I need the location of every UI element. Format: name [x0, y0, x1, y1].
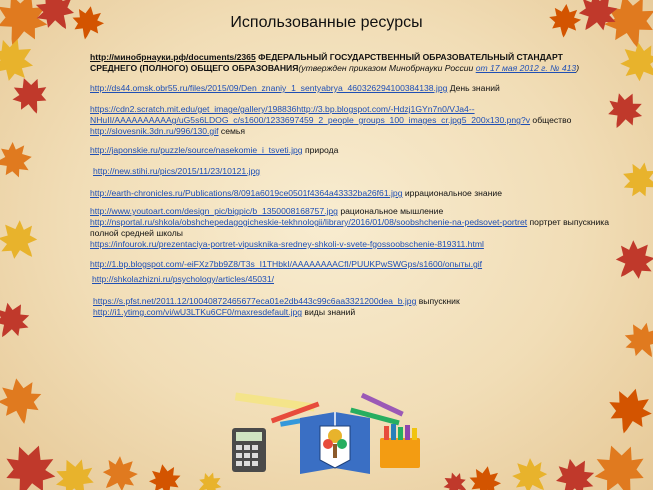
resource-link[interactable]: http://shkolazhizni.ru/psychology/articles/45031/ — [92, 274, 275, 284]
resource-link[interactable]: http://i1.ytimg.com/vi/wU3LTKu6CF0/maxresdefault.jpg — [93, 307, 303, 317]
resource-desc: День знаний — [447, 83, 500, 93]
resource-entry — [90, 307, 610, 318]
resource-desc: семья — [218, 126, 246, 136]
resource-entry — [90, 126, 610, 137]
resource-entry — [90, 274, 610, 285]
resource-desc: виды знаний — [302, 307, 356, 317]
resource-entry — [90, 206, 610, 217]
resource-link[interactable]: http://www.youtoart.com/design_pic/bigpic/b_1350008168757.jpg — [90, 206, 338, 216]
resource-desc: иррациональное знание — [402, 188, 503, 198]
resource-desc: природа — [302, 145, 339, 155]
resource-link[interactable]: https://s.pfst.net/2011.12/10040872465677eca01e2db443c99c6aa3321200dea_b.jpg — [93, 296, 417, 306]
resource-entry — [90, 188, 610, 199]
resource-entry — [90, 239, 610, 250]
resource-italic-prefix: (утвержден приказом Минобрнауки России — [298, 63, 476, 73]
resource-italic-link[interactable]: от 17 мая 2012 г. № 413 — [475, 63, 577, 73]
resource-entry — [90, 83, 610, 94]
resource-entry — [90, 259, 610, 270]
resource-desc: выпускник — [416, 296, 460, 306]
resource-link[interactable]: http://nsportal.ru/shkola/obshchepedagogicheskie-tekhnologii/library/2016/01/08/soobshchenie-na-pedsovet-portret — [90, 217, 528, 227]
slide-title: Использованные ресурсы — [230, 14, 423, 31]
resource-entry — [90, 296, 610, 307]
resource-link[interactable]: https://cdn2.scratch.mit.edu/get_image/gallery/198836http://3.bp.blogspot.com/-Hdzj1GYn7n0/VJa4--NHuII/AAAAAAAAAAg/uG5s6LDOG_c/s1600/1233697459_2_people_groups_100_images_cr.jpg5_200x130.png?v — [90, 104, 531, 125]
resource-link[interactable]: https://infourok.ru/prezentaciya-portret-vipusknika-sredney-shkoli-v-svete-fgossoobschenie-819311.html — [90, 239, 484, 249]
resource-bold-text: ФЕДЕРАЛЬНЫЙ ГОСУДАРСТВЕННЫЙ ОБРАЗОВАТЕЛЬНЫЙ СТАНДАРТ СРЕДНЕГО (ПОЛНОГО) ОБЩЕГО ОБРАЗОВАНИЯ — [90, 52, 563, 73]
resource-link[interactable]: http://japonskie.ru/puzzle/source/nasekomie_i_tsveti.jpg — [90, 145, 303, 155]
resource-entry — [90, 145, 610, 156]
school-supplies-icon — [230, 388, 440, 488]
resource-italic-suffix: ) — [576, 63, 580, 73]
resource-entry — [90, 52, 610, 74]
resource-link[interactable]: http://new.stihi.ru/pics/2015/11/23/10121.jpg — [93, 166, 261, 176]
resource-desc: общество — [530, 115, 572, 125]
resource-link[interactable]: http://ds44.omsk.obr55.ru/files/2015/09/Den_znaniy_1_sentyabrya_460326294100384138.jpg — [90, 83, 448, 93]
resource-entry — [90, 217, 610, 239]
resource-link[interactable]: http://минобрнауки.рф/documents/2365 — [90, 52, 256, 62]
book-emblem-icon — [300, 412, 370, 474]
resource-entry — [90, 166, 610, 177]
calculator-icon — [232, 428, 266, 472]
resource-desc: портрет выпускника полной средней школы — [90, 217, 610, 238]
resource-link[interactable]: http://1.bp.blogspot.com/-eiFXz7bb9Z8/T3s_I1THbkI/AAAAAAAACfI/PUUKPwSWGps/s1600/опыты.gif — [90, 259, 483, 269]
resource-link[interactable]: http://earth-chronicles.ru/Publications/8/091a6019ce0501f4364a43332ba26f61.jpg — [90, 188, 403, 198]
resource-entry — [90, 104, 610, 126]
resources-list — [90, 52, 610, 318]
resource-desc: рациональное мышление — [337, 206, 444, 216]
resource-link[interactable]: http://slovesnik.3dn.ru/996/130.gif — [90, 126, 219, 136]
